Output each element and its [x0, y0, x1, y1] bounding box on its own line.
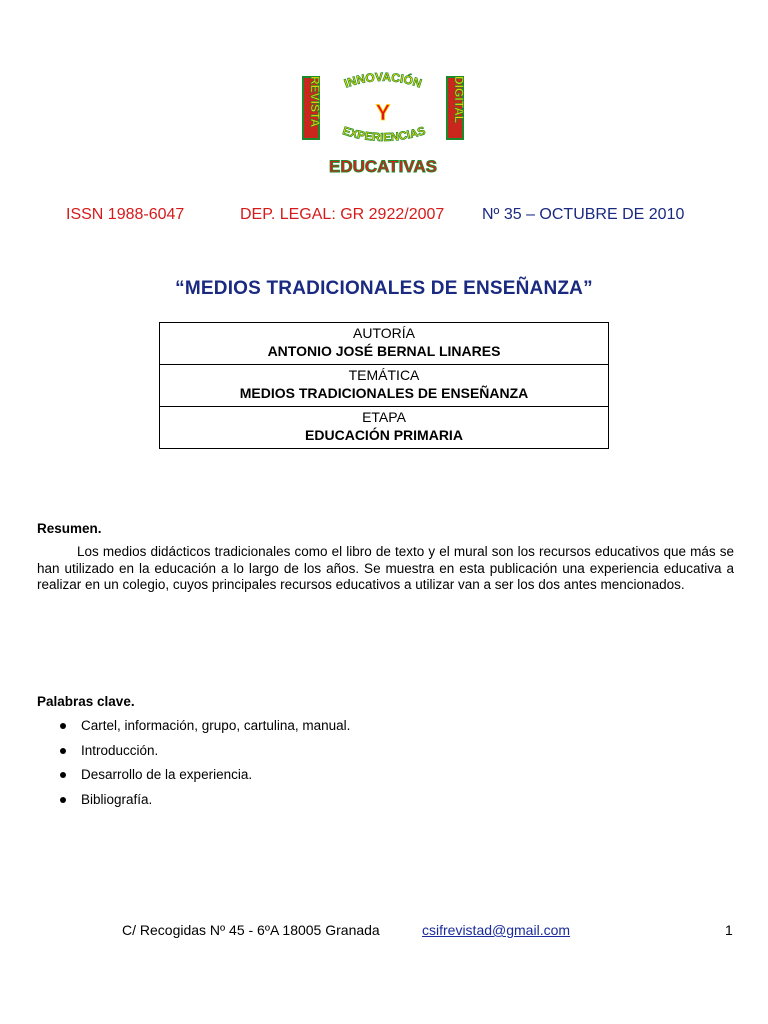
- list-item: Bibliografía.: [37, 790, 350, 815]
- article-title: “MEDIOS TRADICIONALES DE ENSEÑANZA”: [175, 278, 593, 299]
- table-row: [160, 323, 609, 365]
- resumen-paragraph: Los medios didácticos tradicionales como el libro de texto y el mural son los recursos educativos que más se han utilizado en la educación a lo largo de los años. Se muestra en esta publicación una experiencia educativa a realizar en un colegio, cuyos principales recursos educativos a utilizar van a ser los dos antes mencionados.: [37, 544, 734, 592]
- footer-email-link[interactable]: csifrevistad@gmail.com: [422, 922, 571, 938]
- dep-legal-text: DEP. LEGAL: GR 2922/2007: [240, 206, 445, 223]
- bullet-icon: [60, 748, 66, 754]
- logo-left-text: REVISTA: [308, 76, 322, 128]
- tematica-value: MEDIOS TRADICIONALES DE ENSEÑANZA: [239, 385, 529, 401]
- keyword-list: [37, 716, 350, 814]
- page-number: 1: [725, 922, 733, 938]
- bullet-icon: [60, 797, 66, 803]
- journal-logo: [298, 70, 468, 180]
- logo-top-word: INNOVACIÓN: [342, 70, 424, 91]
- autoria-label: AUTORÍA: [353, 325, 415, 341]
- tematica-label: TEMÁTICA: [348, 367, 420, 383]
- footer-address: C/ Recogidas Nº 45 - 6ºA 18005 Granada: [122, 922, 380, 938]
- bullet-icon: [60, 723, 66, 729]
- logo-lower-word: EXPERIENCIAS: [341, 125, 427, 145]
- resumen-heading: Resumen.: [37, 521, 102, 536]
- list-item: Desarrollo de la experiencia.: [37, 765, 350, 790]
- issn-text: ISSN 1988-6047: [66, 206, 185, 223]
- logo-mid-word: Y: [375, 100, 391, 125]
- issue-text: Nº 35 – OCTUBRE DE 2010: [482, 206, 685, 223]
- list-item: Cartel, información, grupo, cartulina, manual.: [37, 716, 350, 741]
- etapa-value: EDUCACIÓN PRIMARIA: [305, 427, 463, 443]
- autoria-value: ANTONIO JOSÉ BERNAL LINARES: [267, 343, 501, 359]
- table-row: [160, 407, 609, 449]
- list-item: Introducción.: [37, 741, 350, 766]
- etapa-label: ETAPA: [362, 409, 406, 425]
- bullet-icon: [60, 772, 66, 778]
- logo-bottom-word: EDUCATIVAS: [329, 157, 437, 176]
- article-info-table: [159, 322, 609, 449]
- palabras-clave-heading: Palabras clave.: [37, 694, 135, 709]
- table-row: [160, 365, 609, 407]
- logo-right-text: DIGITAL: [452, 76, 466, 124]
